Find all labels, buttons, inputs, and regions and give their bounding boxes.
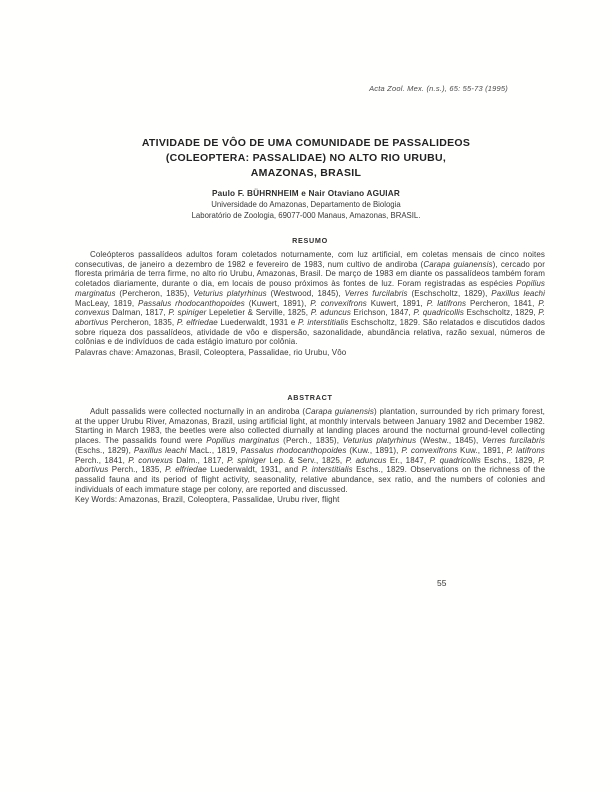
page-number: 55 [437,578,447,588]
authors-line: Paulo F. BÜHRNHEIM e Nair Otaviano AGUIAR [211,189,401,198]
abstract-heading: ABSTRACT [287,393,333,402]
affiliation-line-2: Laboratório de Zoologia, 69077-000 Manaus, Amazonas, BRASIL. [191,210,421,220]
affiliation-block [0,200,612,221]
title-line-2: (COLEOPTERA: PASSALIDAE) NO ALTO RIO URUBU, [165,152,447,164]
title-line-1: ATIVIDADE DE VÔO DE UMA COMUNIDADE DE PASSALIDEOS [141,137,471,149]
title-line-3: AMAZONAS, BRASIL [250,167,362,179]
resumo-section [75,236,545,358]
key-words-line: Key Words: Amazonas, Brazil, Coleoptera, Passalidae, Urubu river, flight [75,495,340,505]
resumo-paragraph: Coleópteros passalídeos adultos foram coletados noturnamente, com luz artificial, em coletas mensais de cinco noites consecutivas, de janeiro a dezembro de 1982 e fevereiro de 1983, num cultivo de andiroba (Carapa guianensis), cercado por floresta primária de terra firme, no alto rio Urubu, Amazonas, Brasil. De março de 1983 em diante os passalídeos também foram coletados diariamente, durante o dia, em locais de pouso próximos às fontes de luz. Foram registradas as espécies Popilius marginatus (Percheron, 1835), Veturius platyrhinus (Westwood, 1845), Verres furcilabris (Eschscholtz, 1829), Paxillus leachi MacLeay, 1819, Passalus rhodocanthopoides (Kuwert, 1891), P. convexifrons Kuwert, 1891, P. latifrons Percheron, 1841, P. convexus Dalman, 1817, P. spiniger Lepeletier & Serville, 1825, P. aduncus Erichson, 1847, P. quadricollis Eschscholtz, 1829, P. abortivus Percheron, 1835, P. elfriedae Luederwaldt, 1931 e P. interstitialis Eschscholtz, 1829. São relatados e discutidos dados sobre riqueza dos passalídeos, atividade de vôo e dispersão, sazonalidade, abundância relativa, razão sexual, números de colônias e de indivíduos de cada estágio imaturo por colônia. [75,250,546,347]
journal-citation: Acta Zool. Mex. (n.s.), 65: 55-73 (1995) [369,84,508,93]
affiliation-line-1: Universidade do Amazonas, Departamento de Biologia [211,200,401,209]
paper-title [0,136,612,181]
abstract-section [75,393,545,505]
palavras-chave-line: Palavras chave: Amazonas, Brasil, Coleoptera, Passalidae, rio Urubu, Vôo [75,348,347,358]
resumo-heading: RESUMO [292,236,328,245]
abstract-paragraph: Adult passalids were collected nocturnally in an andiroba (Carapa guianensis) plantation, surrounded by rich primary forest, at the upper Urubu River, Amazonas, Brazil, using artificial light, at monthly intervals between January 1982 and December 1982. Starting in March 1983, the beetles were also collected diurnally at landing places around the nocturnal ground-level collecting places. The passalids found were Popilius marginatus (Perch., 1835), Veturius platyrhinus (Westw., 1845), Verres furcilabris (Eschs., 1829), Paxillus leachi MacL., 1819, Passalus rhodocanthopoides (Kuw., 1891), P. convexifrons Kuw., 1891, P. latifrons Perch., 1841, P. convexus Dalm., 1817, P. spiniger Lep. & Serv., 1825, P. aduncus Er., 1847, P. quadricollis Eschs., 1829, P. abortivus Perch., 1835, P. elfriedae Luederwaldt, 1931, and P. interstitialis Eschs., 1829. Observations on the richness of the passalid fauna and its period of flight activity, seasonality, relative abundance, sex ratio, and the numbers of colonies and individuals of each immature stage per colony, are reported and discussed. [75,407,546,494]
